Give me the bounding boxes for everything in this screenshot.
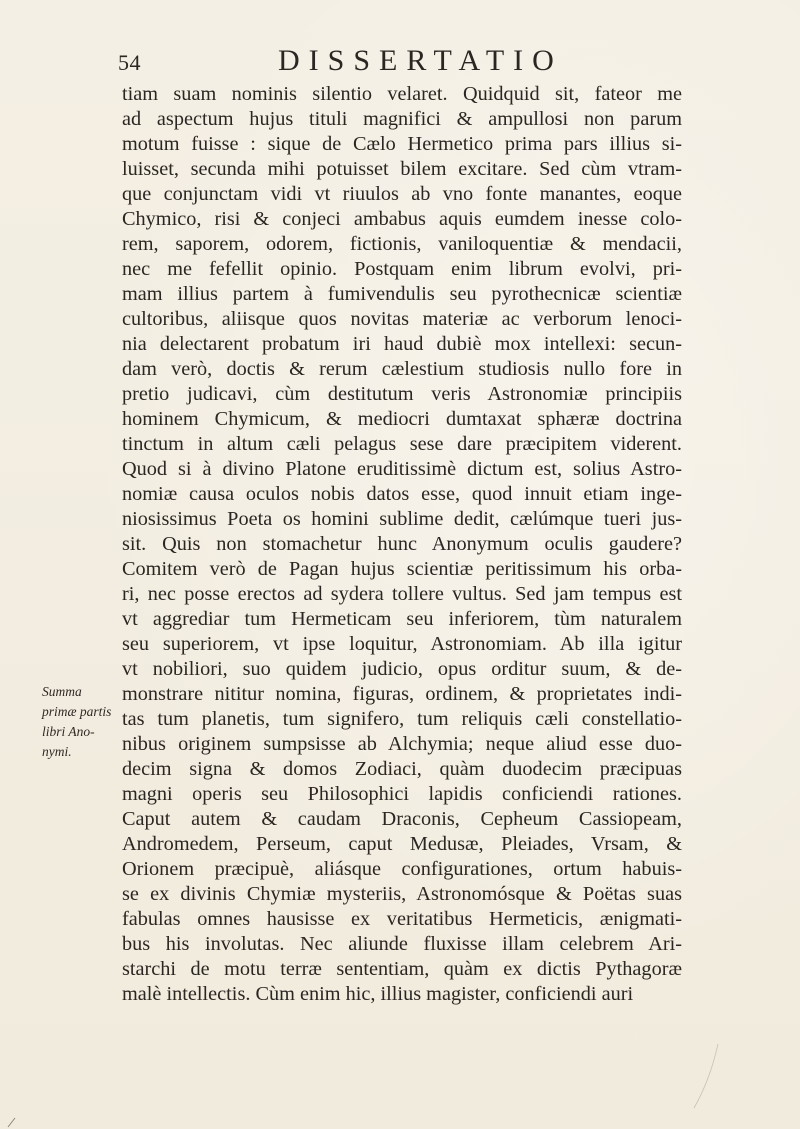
- margin-note-line: primæ partis: [42, 704, 112, 719]
- text-line: seu superiorem, vt ipse loquitur, Astronomiam. Ab illa igitur: [122, 633, 682, 655]
- text-line: nomiæ causa oculos nobis datos esse, quod innuit etiam inge-: [122, 483, 682, 505]
- margin-note-line: nymi.: [42, 744, 72, 759]
- text-line: nec me fefellit opinio. Postquam enim librum evolvi, pri-: [122, 258, 682, 280]
- text-line: Quod si à divino Platone eruditissimè dictum est, solius Astro-: [122, 458, 682, 480]
- text-line: cultoribus, aliisque quos novitas materiæ ac verborum lenoci-: [122, 308, 682, 330]
- text-line: que conjunctam vidi vt riuulos ab vno fonte manantes, eoque: [122, 183, 682, 205]
- text-line: vt aggrediar tum Hermeticam seu inferiorem, tùm naturalem: [122, 608, 682, 630]
- text-line: Comitem verò de Pagan hujus scientiæ peritissimum his orba-: [122, 558, 682, 580]
- text-line: tas tum planetis, tum signifero, tum reliquis cæli constellatio-: [122, 708, 682, 730]
- text-line: se ex divinis Chymiæ mysteriis, Astronomósque & Poëtas suas: [122, 883, 682, 905]
- text-line: rem, saporem, odorem, fictionis, vaniloquentiæ & mendacii,: [122, 233, 682, 255]
- text-line: motum fuisse : sique de Cælo Hermetico prima pars illius si-: [122, 133, 682, 155]
- text-line: Orionem præcipuè, aliásque configurationes, ortum habuis-: [122, 858, 682, 880]
- text-line: malè intellectis. Cùm enim hic, illius magister, conficiendi auri: [122, 983, 634, 1005]
- text-line: Caput autem & caudam Draconis, Cepheum Cassiopeam,: [122, 808, 682, 830]
- page-number: 54: [118, 50, 141, 75]
- pencil-mark: [688, 1040, 748, 1110]
- text-line: monstrare nititur nomina, figuras, ordinem, & proprietates indi-: [122, 683, 682, 705]
- text-line: magni operis seu Philosophici lapidis conficiendi rationes.: [122, 783, 682, 805]
- text-line: hominem Chymicum, & mediocri dumtaxat sphæræ doctrina: [122, 408, 682, 430]
- running-title: DISSERTATIO: [278, 44, 563, 77]
- body-text: [122, 82, 682, 1007]
- text-line: nibus originem sumpsisse ab Alchymia; neque aliud esse duo-: [122, 733, 682, 755]
- corner-mark: [6, 1116, 18, 1128]
- text-line: Chymico, risi & conjeci ambabus aquis eumdem inesse colo-: [122, 208, 682, 230]
- text-line: vt nobiliori, suo quidem judicio, opus orditur suum, & de-: [122, 658, 682, 680]
- text-line: starchi de motu terræ sententiam, quàm ex dictis Pythagoræ: [122, 958, 682, 980]
- text-line: niosissimus Poeta os homini sublime dedit, cælúmque tueri jus-: [122, 508, 682, 530]
- text-line: tiam suam nominis silentio velaret. Quidquid sit, fateor me: [122, 83, 682, 105]
- running-head: [118, 44, 678, 84]
- text-line: Andromedem, Perseum, caput Medusæ, Pleiades, Vrsam, &: [122, 833, 682, 855]
- text-line: decim signa & domos Zodiaci, quàm duodecim præcipuas: [122, 758, 682, 780]
- text-line: ri, nec posse erectos ad sydera tollere vultus. Sed jam tempus est: [122, 583, 682, 605]
- text-line: ad aspectum hujus tituli magnifici & ampullosi non parum: [122, 108, 682, 130]
- text-line: pretio judicavi, cùm destitutum veris Astronomiæ principiis: [122, 383, 682, 405]
- text-line: sit. Quis non stomachetur hunc Anonymum oculis gaudere?: [122, 533, 682, 555]
- margin-note: [42, 682, 128, 762]
- margin-note-line: Summa: [42, 684, 82, 699]
- text-line: bus his involutas. Nec aliunde fluxisse illam celebrem Ari-: [122, 933, 682, 955]
- text-line: luisset, secunda mihi potuisset bilem excitare. Sed cùm vtram-: [122, 158, 682, 180]
- text-line: tinctum in altum cæli pelagus sese dare præcipitem viderent.: [122, 433, 682, 455]
- margin-note-line: libri Ano-: [42, 724, 95, 739]
- text-line: mam illius partem à fumivendulis seu pyrothecnicæ scientiæ: [122, 283, 682, 305]
- text-line: dam verò, doctis & rerum cælestium studiosis nullo fore in: [122, 358, 682, 380]
- text-line: nia delectarent probatum iri haud dubiè mox intellexi: secun-: [122, 333, 682, 355]
- text-line: fabulas omnes hausisse ex veritatibus Hermeticis, ænigmati-: [122, 908, 682, 930]
